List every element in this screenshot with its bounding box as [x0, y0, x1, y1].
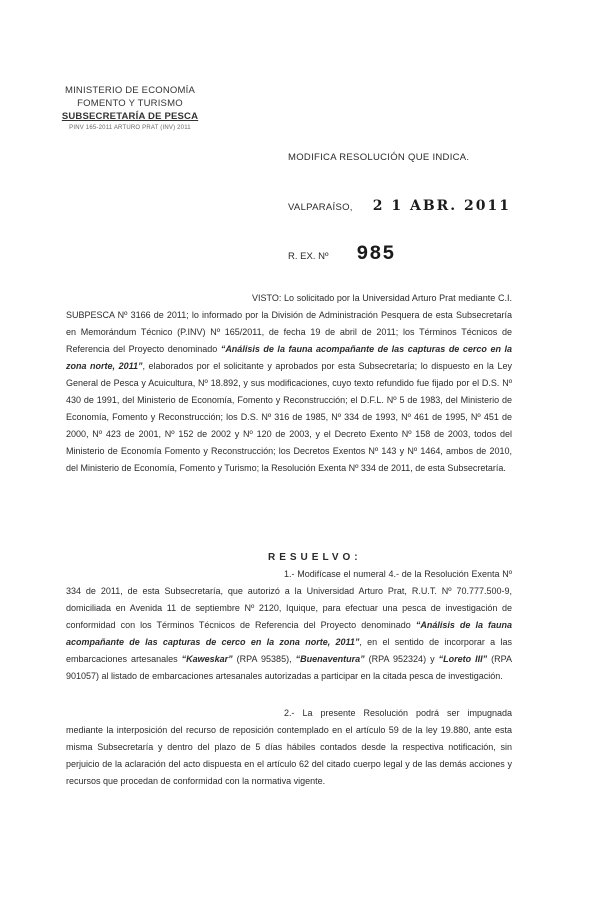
vessel-kaweskar: “Kaweskar”: [181, 654, 233, 664]
visto-text-1: VISTO: Lo solicitado por la Universidad Arturo Prat mediante C.I. SUBPESCA Nº 3166 de 2011; lo informado por la División de Administración Pesquera de esta Subsecretaría en Memorándum Técnico (P.INV) Nº 165/2011, de fecha 19 de abril de 2011; los Términos Técnicos de Referencia del Proyecto denominado: [66, 293, 512, 354]
resuelvo-heading: RESUELVO:: [268, 552, 362, 563]
visto-text-2: , elaborados por el solicitante y aprobados por esta Subsecretaría; lo dispuesto en la Ley General de Pesca y Acuicultura, Nº 18.892, y sus modificaciones, cuyo texto refundido fue fijado por el D.S. Nº 430 de 1991, del Ministerio de Economía, Fomento y Reconstrucción; el D.F.L. Nº 5 de 1983, del Ministerio de Economía, Fomento y Reconstrucción; los D.S. Nº 316 de 1985, Nº 334 de 1993, Nº 461 de 1995, Nº 451 de 2000, Nº 423 de 2001, Nº 152 de 2002 y Nº 120 de 2003, y el Decreto Exento Nº 158 de 2003, todos del Ministerio de Economía Fomento y Reconstrucción; los Decretos Exentos Nº 143 y Nº 1464, ambos de 2010, del Ministerio de Economía, Fomento y Turismo; la Resolución Exenta Nº 334 de 2011, de esta Subsecretaría.: [66, 361, 513, 473]
letterhead-ministry: MINISTERIO DE ECONOMÍA: [64, 85, 196, 96]
letterhead-ministry-2: FOMENTO Y TURISMO: [77, 98, 183, 109]
art1-text-4: (RPA 952324) y: [364, 654, 439, 664]
rex-number-stamp: 985: [356, 243, 396, 266]
date-line: [288, 198, 511, 214]
document-subject: MODIFICA RESOLUCIÓN QUE INDICA.: [288, 152, 470, 163]
letterhead: [0, 84, 260, 133]
visto-project-title: “Análisis de la fauna acompañante de las capturas de cerco en la zona norte, 2011”: [66, 344, 513, 371]
art1-text-5: (RPA 901057) al listado de embarcaciones artesanales autorizadas a participar en la citada pesca de investigación.: [66, 654, 513, 681]
art1-text-3: (RPA 95385),: [232, 654, 296, 664]
art1-project-title: “Análisis de la fauna acompañante de las capturas de cerco en la zona norte, 2011”: [66, 620, 513, 647]
letterhead-subsecretaria: SUBSECRETARÍA DE PESCA: [61, 111, 199, 122]
art1-text-1: 1.- Modifícase el numeral 4.- de la Resolución Exenta Nº 334 de 2011, de esta Subsecretaría, que autorizó a la Universidad Arturo Prat, R.U.T. Nº 70.777.500-9, domiciliada en Avenida 11 de septiembre Nº 2120, Iquique, para efectuar una pesca de investigación de conformidad con los Términos Técnicos de Referencia del Proyecto denominado: [66, 569, 512, 630]
resolution-number-line: [288, 243, 395, 266]
date-label: VALPARAÍSO,: [288, 202, 353, 213]
vessel-loreto-iii: “Loreto III”: [438, 654, 488, 664]
article-1-paragraph: [66, 566, 512, 685]
art2-text: 2.- La presente Resolución podrá ser impugnada mediante la interposición del recurso de reposición contemplado en el artículo 59 de la ley 19.880, ante esta misma Subsecretaría y dentro del plazo de 5 días hábiles contados desde la respectiva notificación, sin perjuicio de la aclaración del acto dispuesta en el artículo 62 del citado cuerpo legal y de las demás acciones y recursos que procedan de conformidad con la normativa vigente.: [66, 708, 512, 786]
date-stamp: 2 1 ABR. 2011: [372, 198, 512, 214]
art1-text-2: , en el sentido de incorporar a las embarcaciones artesanales: [66, 637, 512, 664]
visto-paragraph: [66, 290, 512, 477]
vessel-buenaventura: “Buenaventura”: [295, 654, 365, 664]
letterhead-reference-code: PINV 165-2011 ARTURO PRAT (INV) 2011: [69, 125, 191, 131]
article-2-paragraph: [66, 705, 512, 790]
rex-label: R. EX. Nº: [288, 251, 329, 262]
